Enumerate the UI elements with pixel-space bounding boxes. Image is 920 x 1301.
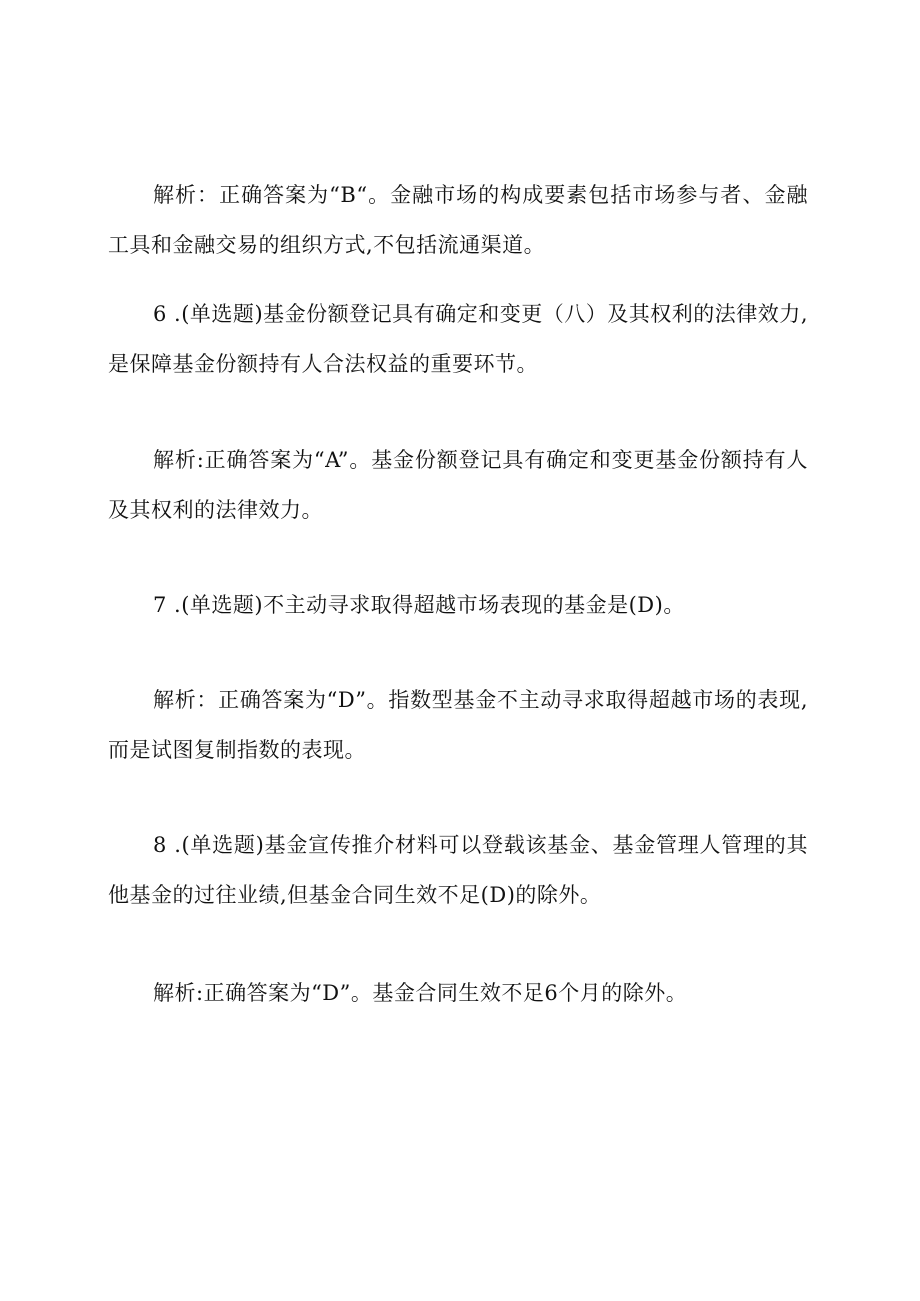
question-paragraph-6: 6 .(单选题)基金份额登记具有确定和变更（八）及其权利的法律效力,是保障基金份额持有人合法权益的重要环节。 xyxy=(108,302,808,376)
question-paragraph-8: 8 .(单选题)基金宣传推介材料可以登载该基金、基金管理人管理的其他基金的过往业绩,但基金合同生效不足(D)的除外。 xyxy=(108,833,808,907)
explanation-paragraph-5: 解析：正确答案为“B“。金融市场的构成要素包括市场参与者、金融工具和金融交易的组织方式,不包括流通渠道。 xyxy=(108,183,808,257)
question-paragraph-7: 7 .(单选题)不主动寻求取得超越市场表现的基金是(D)。 xyxy=(153,593,685,617)
explanation-paragraph-7: 解析：正确答案为“D”。指数型基金不主动寻求取得超越市场的表现,而是试图复制指数的表现。 xyxy=(108,688,808,762)
explanation-paragraph-6: 解析:正确答案为“A”。基金份额登记具有确定和变更基金份额持有人及其权利的法律效力。 xyxy=(108,448,808,522)
explanation-paragraph-8: 解析:正确答案为“D”。基金合同生效不足6个月的除外。 xyxy=(153,981,688,1005)
